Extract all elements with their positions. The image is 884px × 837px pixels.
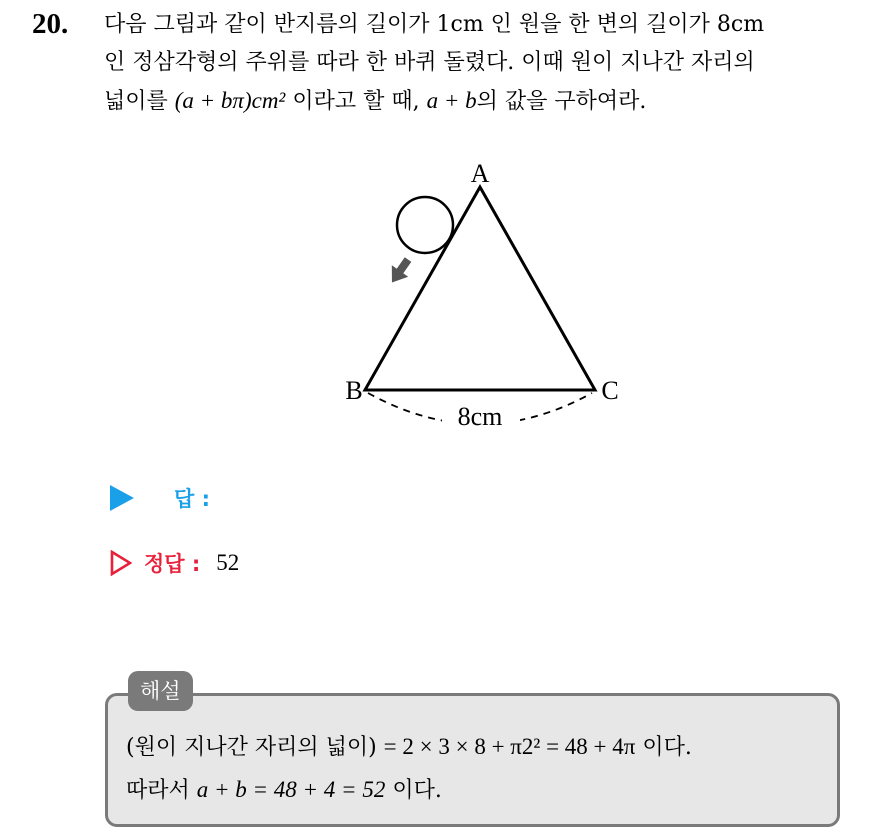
vertex-a-label: A xyxy=(470,159,490,188)
solution-line-2 xyxy=(126,769,836,812)
solution-text xyxy=(126,726,836,812)
question-line-2: 인 정삼각형의 주위를 따라 한 바퀴 돌렸다. 이때 원이 지나간 자리의 xyxy=(104,50,755,75)
question-line-3-mid: 이라고 할 때, xyxy=(285,89,427,114)
question-line-3 xyxy=(104,82,874,121)
correct-answer-value: 52 xyxy=(216,550,240,575)
answer-blank-row xyxy=(110,483,210,513)
equilateral-triangle xyxy=(365,187,595,390)
rolling-circle xyxy=(397,197,453,253)
triangle-diagram xyxy=(330,155,650,440)
direction-arrow-icon xyxy=(384,254,416,288)
play-triangle-icon xyxy=(110,485,134,511)
question-line-3-suffix: 의 값을 구하여라. xyxy=(476,89,647,114)
solution-line-1-suffix: 이다. xyxy=(635,735,692,760)
correct-answer-row xyxy=(110,548,239,578)
question-text xyxy=(104,6,874,121)
question-number: 20. xyxy=(32,8,69,40)
question-math-sum: a + b xyxy=(426,88,477,113)
question-line-3-prefix: 넓이를 xyxy=(104,89,175,114)
triangle-figure xyxy=(330,155,650,440)
solution-line-1-prefix: (원이 지나간 자리의 넓이) xyxy=(126,735,384,760)
solution-line-2-suffix: 이다. xyxy=(385,778,442,803)
solution-line-2-math: a + b = 48 + 4 = 52 xyxy=(196,777,386,802)
solution-line-2-prefix: 따라서 xyxy=(126,778,197,803)
answer-label: 답 : xyxy=(174,487,210,511)
solution-line-1-math: = 2 × 3 × 8 + π2² = 48 + 4π xyxy=(383,734,636,759)
solution-tag: 해설 xyxy=(128,671,193,711)
base-length-label: 8cm xyxy=(457,402,503,431)
solution-line-1 xyxy=(126,726,836,769)
vertex-b-label: B xyxy=(345,376,363,405)
question-line-1: 다음 그림과 같이 반지름의 길이가 1cm 인 원을 한 변의 길이가 8cm xyxy=(104,12,765,37)
question-math-expression: (a + bπ)cm² xyxy=(174,88,286,113)
correct-answer-label: 정답 : xyxy=(144,552,201,576)
outline-triangle-icon xyxy=(110,550,132,576)
vertex-c-label: C xyxy=(601,376,619,405)
